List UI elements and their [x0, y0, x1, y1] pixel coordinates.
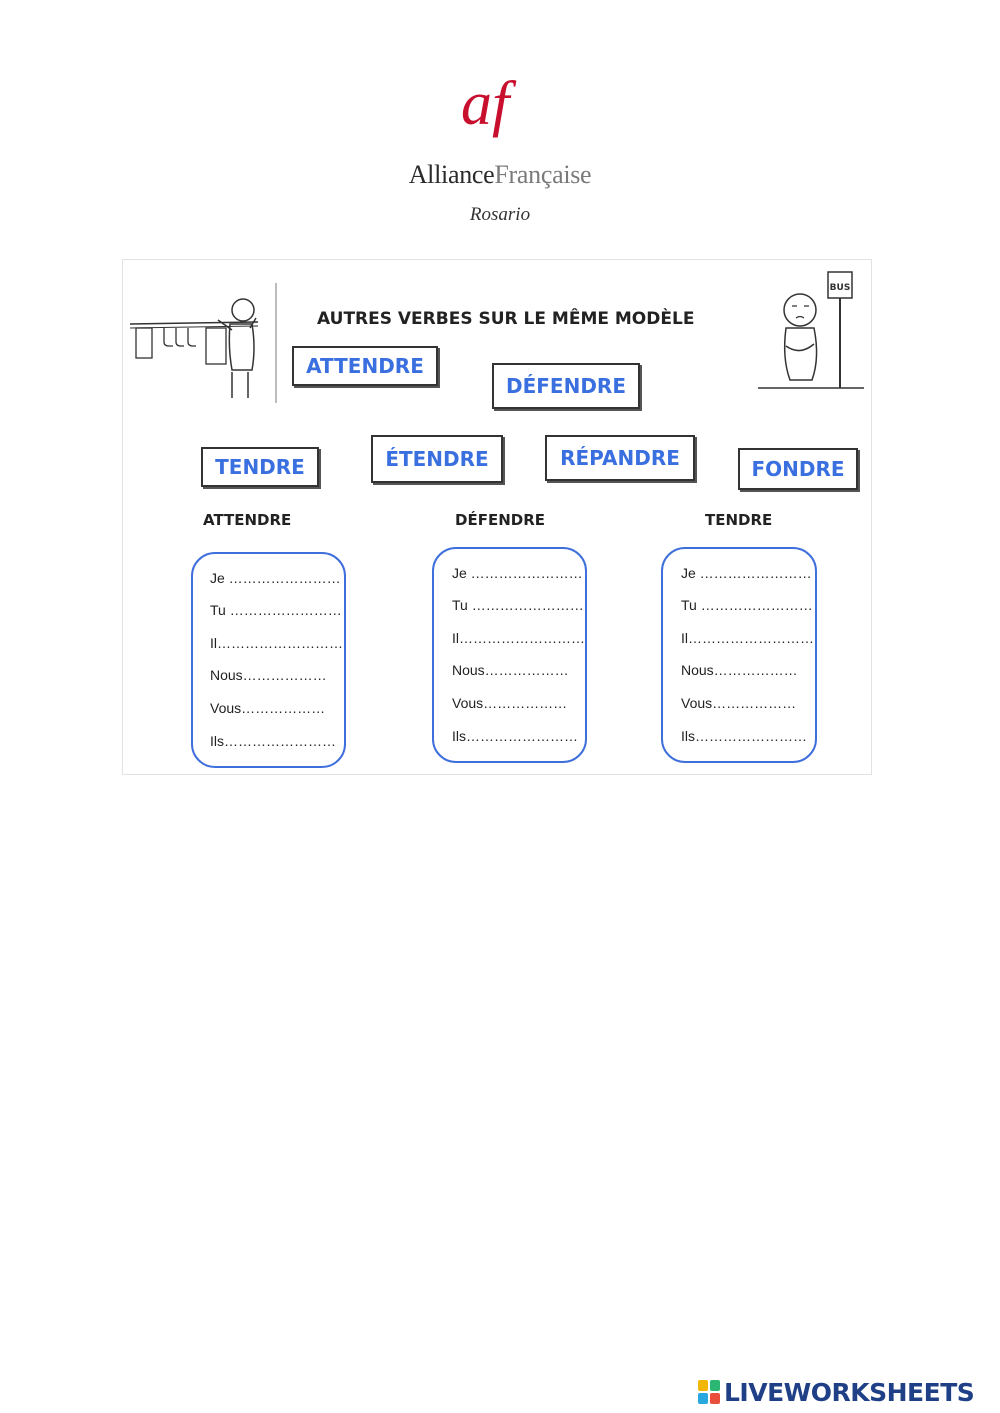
- verb-box-defendre: DÉFENDRE: [492, 363, 640, 409]
- verb-box-tendre: TENDRE: [201, 447, 319, 487]
- conj-line-je: Je ……………………: [681, 565, 812, 581]
- alliance-francaise-logo-mark: [455, 72, 545, 142]
- conj-line-vous: Vous………………: [452, 695, 568, 711]
- verb-box-fondre: FONDRE: [738, 448, 858, 490]
- worksheet-title: AUTRES VERBES SUR LE MÊME MODÈLE: [317, 309, 695, 329]
- logo-subtitle: Rosario: [469, 204, 531, 225]
- verb-box-attendre: ATTENDRE: [292, 346, 438, 386]
- conj-line-tu: Tu ……………………: [452, 597, 584, 613]
- conj-line-nous: Nous………………: [681, 662, 798, 678]
- conj-line-tu: Tu ……………………: [210, 602, 342, 618]
- bus-stop-person-illustration: [758, 266, 864, 394]
- illustration-divider: [275, 283, 277, 403]
- conj-line-ils: Ils……………………: [681, 728, 807, 744]
- verb-box-repandre: RÉPANDRE: [545, 435, 695, 481]
- conj-line-ils: Ils……………………: [210, 733, 336, 749]
- conjugation-card-tendre: [661, 547, 817, 763]
- conj-line-il: Il………………………: [452, 630, 585, 646]
- verb-box-etendre: ÉTENDRE: [371, 435, 503, 483]
- logo-word-alliance: Alliance: [408, 160, 495, 189]
- liveworksheets-logo-icon: [698, 1380, 720, 1404]
- conjugation-card-defendre: [432, 547, 587, 763]
- conj-line-vous: Vous………………: [210, 700, 326, 716]
- laundry-person-illustration: [128, 292, 268, 402]
- liveworksheets-footer[interactable]: [698, 1377, 974, 1407]
- conj-line-il: Il………………………: [681, 630, 814, 646]
- column-title-defendre: DÉFENDRE: [455, 511, 545, 529]
- column-title-attendre: ATTENDRE: [203, 511, 292, 529]
- conj-line-ils: Ils……………………: [452, 728, 578, 744]
- conj-line-nous: Nous………………: [452, 662, 569, 678]
- conj-line-nous: Nous………………: [210, 667, 327, 683]
- svg-text:af: af: [461, 72, 510, 138]
- column-title-tendre: TENDRE: [705, 511, 773, 529]
- logo-wordmark: [340, 160, 660, 190]
- bus-sign-text: BUS: [829, 283, 851, 293]
- conj-line-il: Il………………………: [210, 635, 343, 651]
- liveworksheets-brand-text: LIVEWORKSHEETS: [724, 1377, 975, 1407]
- logo-word-francaise: Française: [494, 160, 592, 189]
- conjugation-card-attendre: [191, 552, 346, 768]
- conj-line-je: Je ……………………: [452, 565, 583, 581]
- conj-line-vous: Vous………………: [681, 695, 797, 711]
- conj-line-tu: Tu ……………………: [681, 597, 813, 613]
- conj-line-je: Je ……………………: [210, 570, 341, 586]
